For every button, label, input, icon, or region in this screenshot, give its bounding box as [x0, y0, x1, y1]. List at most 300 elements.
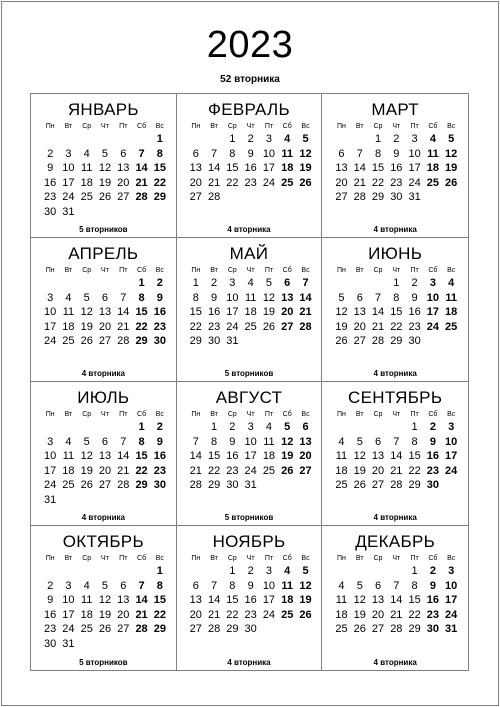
day-number: 20: [189, 176, 202, 189]
day-number: 25: [262, 464, 276, 477]
day-number: 3: [247, 421, 254, 433]
weekend-day: 20: [299, 450, 312, 462]
weekday-label: Ср: [82, 267, 92, 274]
weekday-header: [187, 122, 315, 132]
day-number: 11: [80, 594, 93, 606]
month-name: ЯНВАРЬ: [67, 100, 139, 119]
day-number: 15: [226, 594, 239, 606]
weekend-day: 10: [426, 291, 440, 304]
day-number: 7: [120, 291, 127, 304]
weekend-day: 7: [138, 579, 145, 592]
weekday-label: Чт: [246, 555, 255, 562]
weekday-label: Ср: [227, 555, 237, 562]
weekend-day: 3: [429, 277, 436, 289]
weekday-header: [41, 122, 169, 132]
day-number: 7: [192, 435, 199, 448]
day-number: 29: [408, 479, 421, 491]
empty-day: [114, 564, 132, 579]
weekday-label: Чт: [246, 411, 255, 418]
weekend-day: 28: [135, 623, 148, 635]
day-number: 20: [98, 464, 112, 477]
day-number: 24: [44, 479, 57, 491]
weekday-label: Сб: [137, 555, 147, 562]
day-number: 19: [353, 608, 366, 621]
day-number: 9: [47, 162, 54, 174]
weekday-label: Ср: [373, 555, 383, 562]
weekend-day: 16: [426, 594, 440, 606]
weekend-day: 23: [426, 464, 440, 477]
weekend-day: 14: [135, 162, 148, 174]
month-name: АВГУСТ: [215, 388, 283, 407]
weekday-label: Пн: [337, 411, 346, 418]
weekday-label: Вт: [64, 555, 73, 562]
weekend-day: 21: [135, 176, 148, 189]
day-number: 30: [44, 637, 57, 650]
day-number: 5: [265, 277, 272, 289]
day-number: 10: [44, 306, 57, 318]
weekend-day: 22: [135, 320, 148, 333]
day-number: 10: [62, 162, 75, 174]
weekday-label: Пн: [191, 123, 201, 130]
day-number: 12: [262, 291, 276, 304]
day-number: 14: [207, 594, 221, 606]
day-number: 7: [393, 579, 400, 592]
empty-day: [78, 276, 96, 291]
day-number: 19: [80, 320, 93, 333]
weekend-day: 26: [299, 176, 312, 189]
day-number: 21: [353, 176, 366, 189]
weekday-header: [41, 554, 169, 564]
day-number: 2: [247, 565, 254, 577]
weekday-label: Вс: [447, 267, 456, 274]
day-number: 5: [356, 579, 363, 592]
day-number: 11: [244, 291, 257, 304]
day-number: 5: [338, 291, 345, 304]
empty-day: [59, 420, 77, 435]
day-number: 18: [80, 176, 93, 189]
day-number: 8: [229, 147, 236, 160]
weekend-day: 4: [429, 133, 436, 145]
weekend-day: 11: [281, 579, 294, 592]
day-number: 4: [83, 579, 90, 592]
day-number: 18: [335, 464, 348, 477]
day-number: 25: [62, 335, 75, 347]
day-number: 4: [265, 421, 272, 433]
weekday-label: Сб: [137, 411, 147, 418]
day-number: 26: [98, 623, 112, 635]
day-number: 5: [101, 147, 109, 160]
month-block: [31, 94, 177, 238]
weekend-day: 9: [429, 579, 436, 592]
weekend-day: 11: [445, 291, 457, 304]
day-number: 4: [338, 435, 345, 448]
day-number: 30: [408, 335, 421, 347]
weekday-label: Сб: [282, 411, 292, 418]
empty-day: [187, 564, 205, 579]
day-number: 24: [62, 191, 75, 203]
day-number: 28: [117, 479, 130, 491]
weekday-header: [187, 554, 315, 564]
weekend-day: 30: [153, 479, 166, 491]
weekday-label: Пн: [45, 411, 55, 418]
day-number: 22: [226, 176, 239, 189]
day-number: 26: [353, 623, 366, 635]
month-footer: 4 вторника: [227, 658, 271, 667]
empty-day: [351, 420, 369, 435]
weekend-day: 26: [281, 464, 294, 477]
day-number: 13: [117, 594, 130, 606]
day-number: 12: [98, 162, 112, 174]
day-number: 17: [226, 306, 239, 318]
weekday-label: Вс: [301, 555, 310, 562]
day-number: 13: [371, 594, 385, 606]
day-number: 22: [408, 464, 421, 477]
day-number: 13: [98, 306, 112, 318]
month-block: [31, 526, 177, 670]
weekend-day: 2: [429, 565, 436, 577]
day-number: 23: [226, 464, 239, 477]
weekday-label: Сб: [282, 123, 292, 130]
day-number: 16: [226, 450, 239, 462]
weekday-label: Сб: [137, 123, 147, 130]
month-name: МАЙ: [229, 244, 269, 263]
empty-day: [78, 564, 96, 579]
day-number: 28: [207, 623, 221, 635]
day-number: 12: [335, 306, 348, 318]
empty-day: [187, 420, 205, 435]
month-name: ДЕКАБРЬ: [355, 532, 436, 551]
day-number: 16: [44, 608, 57, 621]
days-grid: [187, 132, 315, 205]
day-number: 16: [244, 162, 257, 174]
weekday-label: Ср: [82, 555, 92, 562]
day-number: 12: [80, 306, 93, 318]
day-number: 24: [226, 320, 239, 333]
day-number: 25: [62, 479, 75, 491]
day-number: 8: [229, 579, 236, 592]
weekday-label: Пт: [264, 123, 274, 130]
weekend-day: 1: [138, 277, 145, 289]
weekday-label: Ср: [227, 411, 237, 418]
weekend-day: 8: [156, 579, 163, 592]
day-number: 30: [207, 335, 221, 347]
weekend-day: 8: [138, 291, 145, 304]
day-number: 27: [353, 335, 366, 347]
day-number: 16: [408, 306, 421, 318]
weekday-label: Ср: [82, 123, 92, 130]
day-number: 22: [371, 176, 385, 189]
day-number: 15: [390, 306, 403, 318]
weekday-header: [41, 266, 169, 276]
month-footer: 5 вторников: [224, 513, 274, 522]
day-number: 23: [44, 191, 57, 203]
days-grid: [332, 132, 460, 205]
day-number: 23: [408, 320, 421, 333]
weekday-header: [187, 410, 315, 420]
weekend-day: 31: [445, 623, 458, 635]
day-number: 2: [393, 133, 400, 145]
day-number: 9: [411, 291, 418, 304]
weekday-label: Пн: [191, 555, 201, 562]
day-number: 14: [189, 450, 202, 462]
day-number: 30: [244, 623, 257, 635]
weekday-label: Чт: [101, 411, 109, 418]
empty-day: [114, 132, 132, 147]
day-number: 29: [371, 191, 385, 203]
weekend-day: 29: [135, 479, 148, 491]
weekend-day: 14: [135, 594, 148, 606]
empty-day: [96, 564, 114, 579]
weekday-label: Ср: [227, 267, 237, 274]
day-number: 1: [411, 421, 418, 433]
weekend-day: 17: [426, 306, 440, 318]
weekday-label: Сб: [282, 267, 292, 274]
weekday-label: Вс: [447, 411, 456, 418]
day-number: 3: [47, 291, 54, 304]
day-number: 27: [189, 623, 202, 635]
month-block: [322, 94, 468, 238]
weekend-day: 28: [299, 320, 312, 333]
day-number: 27: [98, 479, 112, 491]
weekend-day: 12: [445, 147, 458, 160]
weekend-day: 25: [426, 176, 440, 189]
day-number: 31: [408, 191, 421, 203]
day-number: 6: [120, 579, 127, 592]
day-number: 14: [117, 450, 130, 462]
empty-day: [387, 564, 405, 579]
day-number: 8: [211, 435, 218, 448]
day-number: 1: [229, 133, 236, 145]
weekend-day: 15: [135, 306, 148, 318]
day-number: 6: [101, 435, 109, 448]
year-subtitle: 52 вторника: [220, 74, 280, 85]
day-number: 27: [371, 623, 385, 635]
day-number: 13: [117, 162, 130, 174]
weekday-label: Сб: [428, 411, 438, 418]
day-number: 5: [356, 435, 363, 448]
weekend-day: 16: [153, 306, 166, 318]
day-number: 9: [47, 594, 54, 606]
weekend-day: 10: [445, 435, 458, 448]
empty-day: [59, 132, 77, 147]
day-number: 13: [189, 594, 202, 606]
weekday-label: Пт: [410, 123, 419, 130]
month-footer: 4 вторника: [227, 225, 271, 234]
weekend-day: 29: [153, 191, 166, 203]
empty-day: [369, 420, 387, 435]
weekend-day: 18: [281, 162, 294, 174]
day-number: 15: [408, 594, 421, 606]
day-number: 27: [335, 191, 348, 203]
day-number: 10: [408, 147, 421, 160]
day-number: 24: [44, 335, 57, 347]
day-number: 10: [62, 594, 75, 606]
weekday-label: Чт: [246, 123, 255, 130]
day-number: 15: [408, 450, 421, 462]
day-number: 4: [65, 291, 72, 304]
empty-day: [114, 276, 132, 291]
weekday-label: Пт: [119, 267, 128, 274]
weekend-day: 25: [281, 176, 294, 189]
day-number: 16: [390, 162, 403, 174]
month-block: [177, 94, 323, 238]
day-number: 17: [262, 594, 276, 606]
day-number: 16: [207, 306, 221, 318]
day-number: 31: [44, 493, 57, 506]
month-footer: 4 вторника: [373, 658, 417, 667]
day-number: 24: [244, 464, 257, 477]
weekend-day: 17: [445, 450, 458, 462]
day-number: 26: [80, 335, 93, 347]
weekday-label: Вс: [447, 123, 456, 130]
weekend-day: 12: [299, 147, 312, 160]
weekday-label: Пт: [264, 411, 274, 418]
day-number: 24: [62, 623, 75, 635]
day-number: 20: [371, 608, 385, 621]
empty-day: [332, 132, 350, 147]
weekday-label: Вт: [355, 267, 364, 274]
month-footer: 5 вторников: [224, 369, 274, 378]
empty-day: [205, 564, 223, 579]
weekend-day: 3: [448, 565, 455, 577]
empty-day: [96, 420, 114, 435]
month-name: АПРЕЛЬ: [68, 244, 139, 263]
day-number: 14: [353, 162, 366, 174]
day-number: 28: [189, 479, 202, 491]
day-number: 19: [353, 464, 366, 477]
weekday-header: [187, 266, 315, 276]
month-footer: 4 вторника: [373, 225, 417, 234]
day-number: 5: [101, 579, 109, 592]
day-number: 17: [244, 450, 257, 462]
weekend-day: 23: [153, 320, 166, 333]
day-number: 2: [411, 277, 418, 289]
empty-day: [78, 420, 96, 435]
weekend-day: 15: [135, 450, 148, 462]
day-number: 22: [390, 320, 403, 333]
month-block: [31, 382, 177, 526]
weekend-day: 14: [299, 291, 312, 304]
day-number: 11: [62, 306, 75, 318]
month-footer: 4 вторника: [81, 513, 125, 522]
weekday-label: Вт: [210, 267, 218, 274]
empty-day: [114, 420, 132, 435]
day-number: 27: [371, 479, 385, 491]
day-number: 21: [390, 608, 403, 621]
day-number: 29: [189, 335, 202, 347]
weekend-day: 24: [426, 320, 440, 333]
day-number: 12: [353, 450, 366, 462]
day-number: 24: [408, 176, 421, 189]
weekend-day: 11: [281, 147, 294, 160]
day-number: 25: [335, 479, 348, 491]
weekend-day: 9: [156, 435, 163, 448]
day-number: 13: [189, 162, 202, 174]
day-number: 18: [62, 464, 75, 477]
weekend-day: 21: [135, 608, 148, 621]
weekday-header: [41, 410, 169, 420]
weekday-label: Вс: [155, 123, 164, 130]
weekday-label: Пн: [45, 267, 55, 274]
empty-day: [96, 132, 114, 147]
weekday-label: Вт: [355, 555, 364, 562]
day-number: 7: [211, 147, 218, 160]
day-number: 26: [98, 191, 112, 203]
empty-day: [351, 276, 369, 291]
day-number: 18: [62, 320, 75, 333]
weekday-label: Пн: [337, 123, 346, 130]
weekday-label: Вт: [64, 267, 73, 274]
weekend-day: 18: [281, 594, 294, 606]
day-number: 10: [244, 435, 257, 448]
day-number: 19: [98, 176, 112, 189]
weekend-day: 1: [156, 565, 163, 577]
day-number: 19: [335, 320, 348, 333]
day-number: 6: [374, 579, 382, 592]
day-number: 6: [192, 147, 199, 160]
day-number: 20: [117, 176, 130, 189]
day-number: 17: [62, 176, 75, 189]
weekday-label: Вс: [155, 267, 164, 274]
day-number: 2: [47, 147, 54, 160]
day-number: 29: [390, 335, 403, 347]
weekend-day: 6: [302, 421, 309, 433]
day-number: 14: [207, 162, 221, 174]
day-number: 27: [98, 335, 112, 347]
day-number: 20: [371, 464, 385, 477]
weekend-day: 23: [426, 608, 440, 621]
weekend-day: 9: [156, 291, 163, 304]
weekday-label: Сб: [428, 555, 438, 562]
day-number: 8: [192, 291, 199, 304]
weekend-day: 4: [284, 565, 291, 577]
weekend-day: 12: [299, 579, 312, 592]
month-footer: 5 вторников: [79, 225, 128, 234]
days-grid: [41, 564, 169, 651]
day-number: 2: [247, 133, 254, 145]
day-number: 27: [117, 191, 130, 203]
empty-day: [387, 420, 405, 435]
weekday-label: Сб: [428, 267, 438, 274]
weekday-label: Ср: [373, 123, 383, 130]
empty-day: [332, 276, 350, 291]
weekend-day: 13: [281, 291, 294, 304]
day-number: 21: [117, 320, 130, 333]
weekend-day: 19: [299, 594, 312, 606]
day-number: 23: [44, 623, 57, 635]
weekend-day: 24: [445, 608, 458, 621]
day-number: 10: [262, 579, 276, 592]
day-number: 28: [390, 623, 403, 635]
weekday-label: Вс: [155, 555, 164, 562]
day-number: 21: [371, 320, 385, 333]
day-number: 13: [353, 306, 366, 318]
day-number: 24: [262, 608, 276, 621]
days-grid: [332, 420, 460, 493]
weekend-day: 16: [426, 450, 440, 462]
weekday-label: Вт: [210, 555, 218, 562]
weekend-day: 10: [445, 579, 458, 592]
day-number: 28: [390, 479, 403, 491]
month-name: МАРТ: [371, 100, 419, 119]
weekday-label: Вт: [64, 123, 73, 130]
month-footer: 4 вторника: [373, 369, 417, 378]
month-name: СЕНТЯБРЬ: [348, 388, 443, 407]
day-number: 26: [335, 335, 348, 347]
days-grid: [187, 276, 315, 349]
weekend-day: 27: [281, 320, 294, 333]
days-grid: [332, 276, 460, 349]
